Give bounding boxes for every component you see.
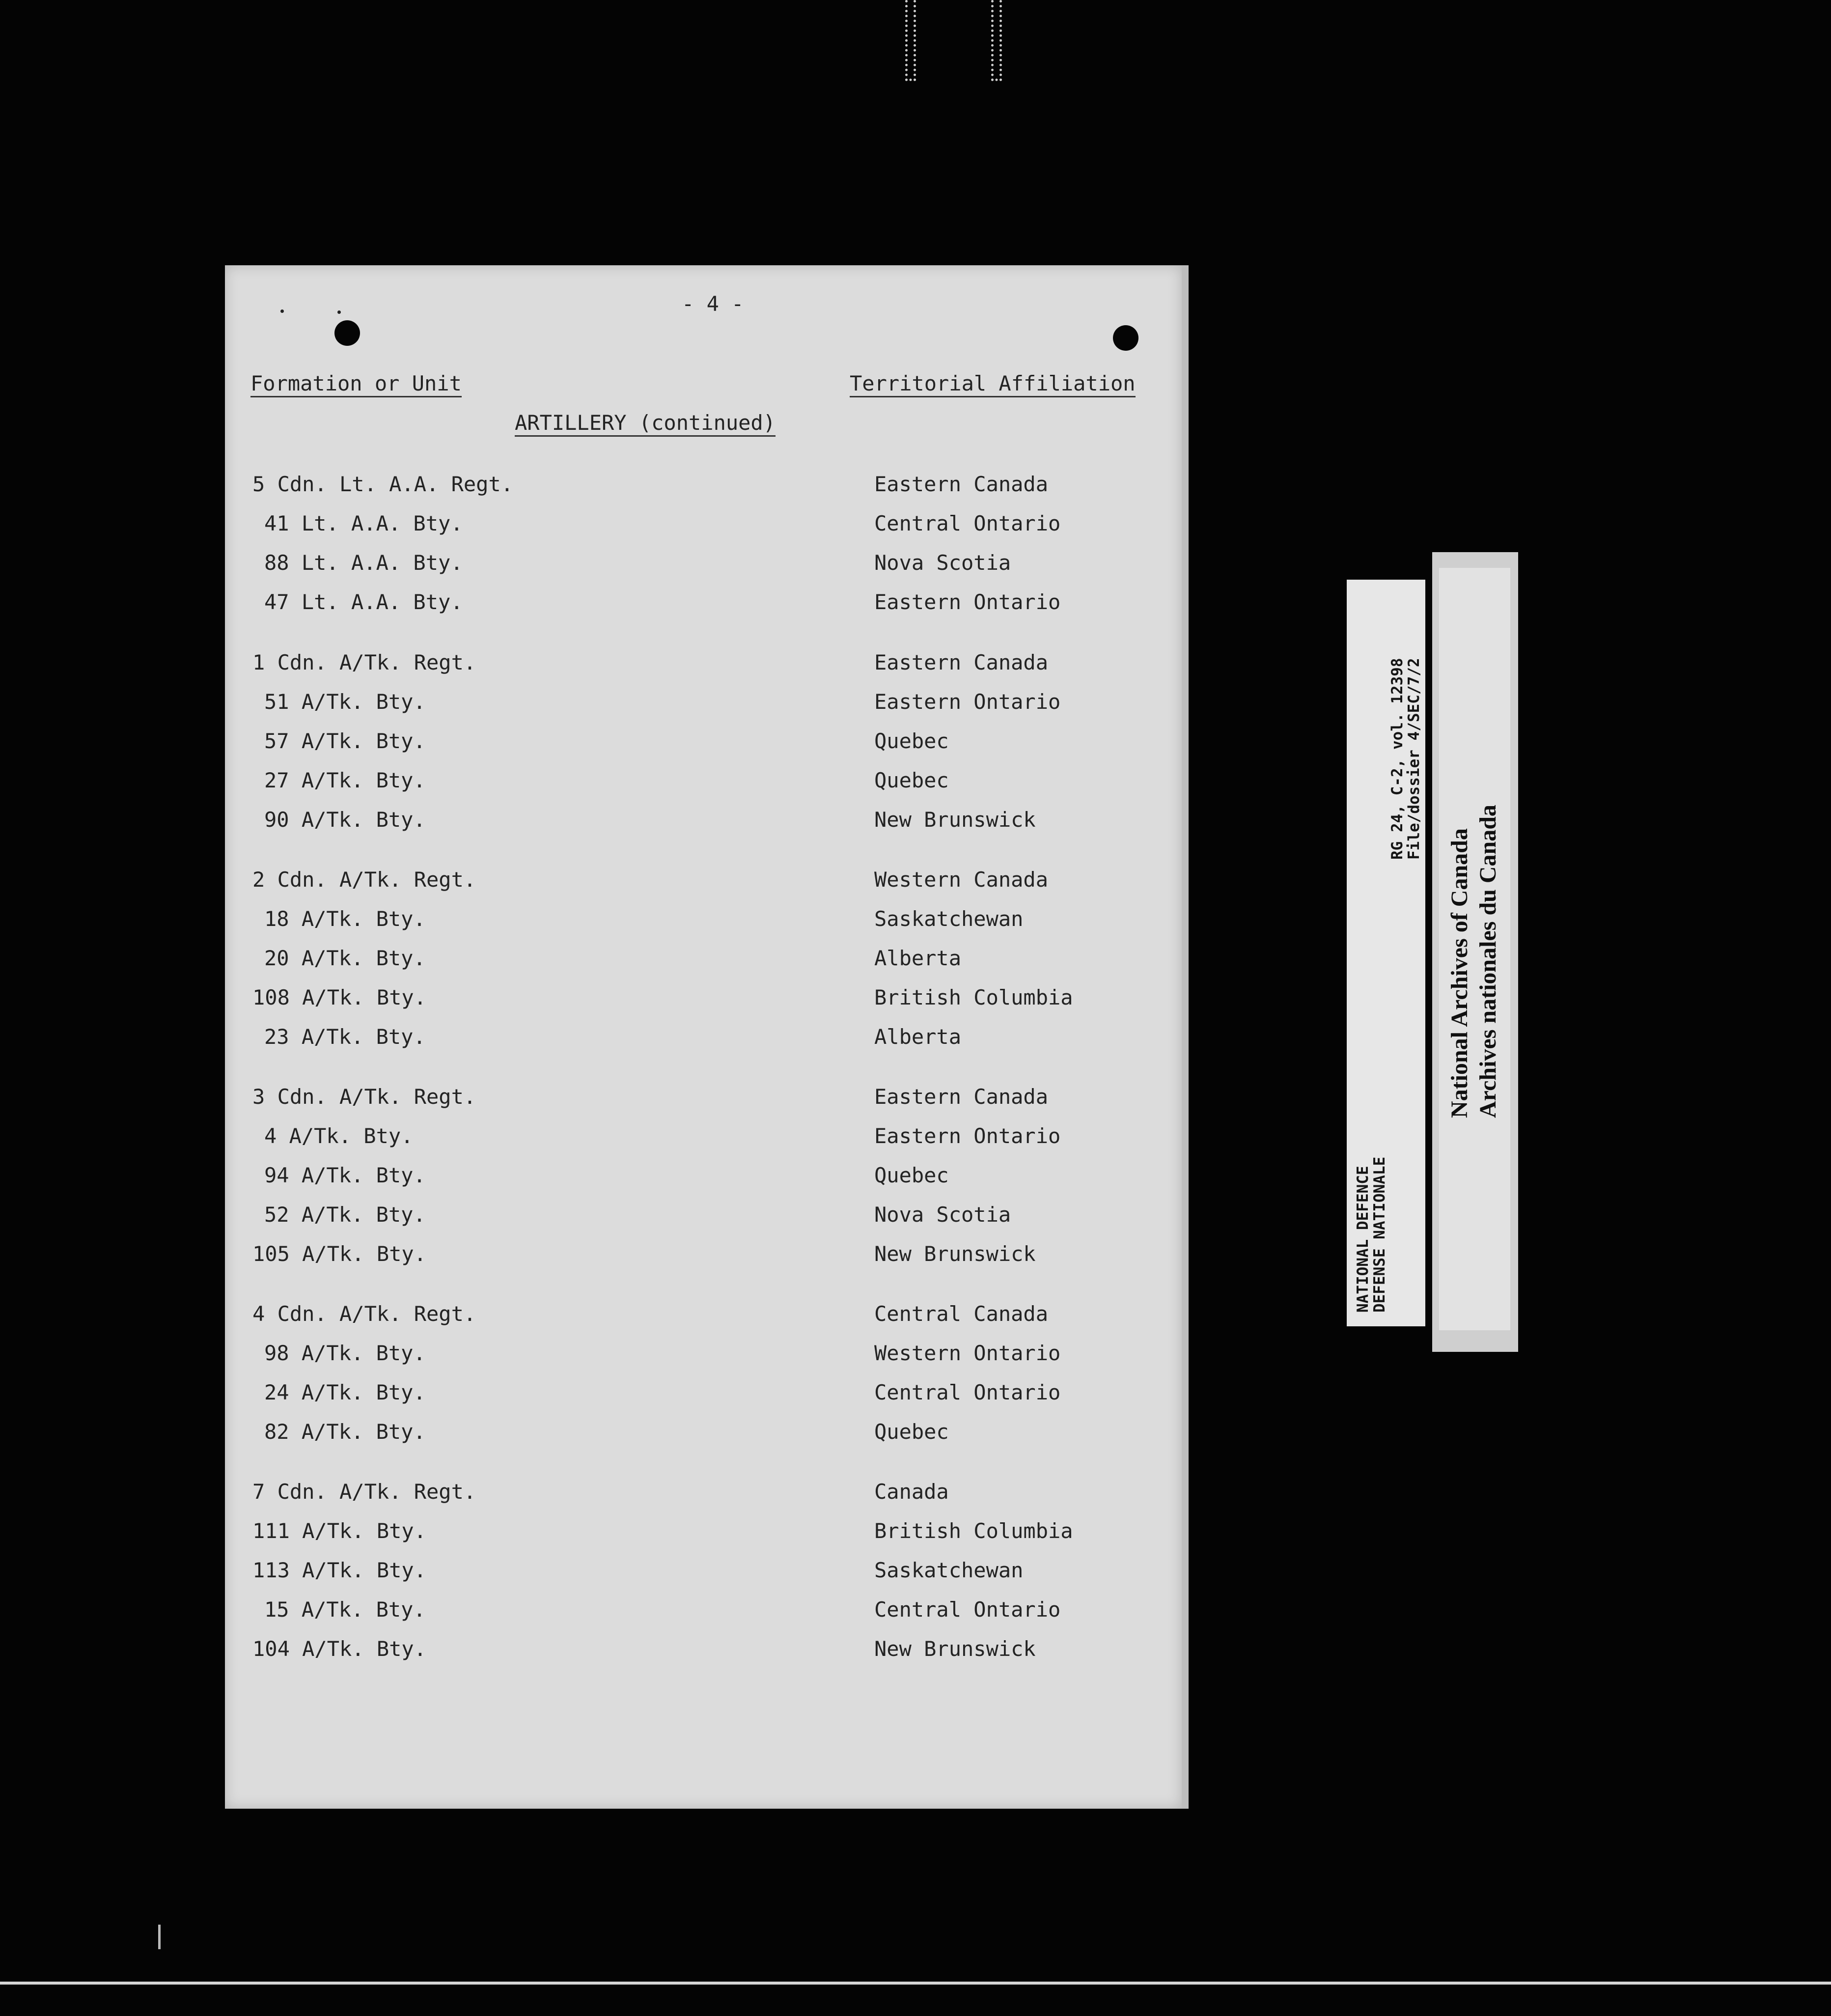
territorial-affiliation: Eastern Canada xyxy=(874,650,1049,674)
unit-name: 47 Lt. A.A. Bty. xyxy=(264,590,463,614)
department-fr: DEFENSE NATIONALE xyxy=(1371,1156,1388,1313)
film-edge-line xyxy=(0,1982,1831,1985)
unit-name: 4 Cdn. A/Tk. Regt. xyxy=(252,1302,476,1326)
territorial-affiliation: Eastern Ontario xyxy=(874,690,1061,714)
archive-name-en: National Archives of Canada xyxy=(1446,828,1472,1118)
territorial-affiliation: Quebec xyxy=(874,1163,949,1187)
file-reference-label xyxy=(1347,580,1425,1326)
unit-name: 57 A/Tk. Bty. xyxy=(264,729,426,753)
territorial-affiliation: British Columbia xyxy=(874,985,1073,1009)
unit-name: 23 A/Tk. Bty. xyxy=(264,1025,426,1049)
archive-stamp-face xyxy=(1439,568,1510,1330)
unit-name: 5 Cdn. Lt. A.A. Regt. xyxy=(252,472,514,496)
unit-name: 94 A/Tk. Bty. xyxy=(264,1163,426,1187)
document-page xyxy=(225,265,1182,1809)
unit-name: 82 A/Tk. Bty. xyxy=(264,1420,426,1444)
territorial-affiliation: Quebec xyxy=(874,1420,949,1444)
unit-name: 105 A/Tk. Bty. xyxy=(252,1242,427,1266)
punch-hole-left xyxy=(334,320,360,346)
unit-name: 108 A/Tk. Bty. xyxy=(252,985,427,1009)
unit-name: 18 A/Tk. Bty. xyxy=(264,907,426,931)
territorial-affiliation: Eastern Canada xyxy=(874,1085,1049,1109)
department-en: NATIONAL DEFENCE xyxy=(1354,1166,1372,1313)
unit-name: 88 Lt. A.A. Bty. xyxy=(264,551,463,575)
column-header-formation: Formation or Unit xyxy=(250,373,462,397)
unit-name: 113 A/Tk. Bty. xyxy=(252,1558,427,1582)
territorial-affiliation: Central Canada xyxy=(874,1302,1049,1326)
territorial-affiliation: Nova Scotia xyxy=(874,1203,1011,1227)
unit-name: 90 A/Tk. Bty. xyxy=(264,808,426,832)
unit-name: 41 Lt. A.A. Bty. xyxy=(264,511,463,535)
page-number: - 4 - xyxy=(682,292,744,316)
territorial-affiliation: Eastern Ontario xyxy=(874,1124,1061,1148)
territorial-affiliation: New Brunswick xyxy=(874,808,1036,832)
territorial-affiliation: New Brunswick xyxy=(874,1242,1036,1266)
punch-hole-right xyxy=(1113,325,1138,351)
archive-stamp-strip xyxy=(1432,552,1518,1352)
unit-name: 7 Cdn. A/Tk. Regt. xyxy=(252,1480,476,1504)
dust-speck xyxy=(280,309,284,313)
file-dossier-number: File/dossier 4/SEC/7/2 xyxy=(1405,658,1423,860)
unit-name: 27 A/Tk. Bty. xyxy=(264,768,426,792)
territorial-affiliation: Central Ontario xyxy=(874,1597,1061,1622)
territorial-affiliation: Central Ontario xyxy=(874,511,1061,535)
unit-name: 52 A/Tk. Bty. xyxy=(264,1203,426,1227)
reference-number: RG 24, C-2, vol. 12398 xyxy=(1388,658,1406,860)
territorial-affiliation: Canada xyxy=(874,1480,949,1504)
territorial-affiliation: Alberta xyxy=(874,1025,962,1049)
territorial-affiliation: British Columbia xyxy=(874,1519,1073,1543)
territorial-affiliation: Western Ontario xyxy=(874,1341,1061,1365)
unit-name: 24 A/Tk. Bty. xyxy=(264,1380,426,1404)
territorial-affiliation: Eastern Ontario xyxy=(874,590,1061,614)
dust-speck xyxy=(337,310,341,314)
unit-name: 98 A/Tk. Bty. xyxy=(264,1341,426,1365)
unit-name: 51 A/Tk. Bty. xyxy=(264,690,426,714)
unit-name: 1 Cdn. A/Tk. Regt. xyxy=(252,650,476,674)
unit-name: 2 Cdn. A/Tk. Regt. xyxy=(252,868,476,892)
territorial-affiliation: Western Canada xyxy=(874,868,1049,892)
sprocket-marks-left xyxy=(905,0,916,81)
archive-name-fr: Archives nationales du Canada xyxy=(1475,805,1501,1118)
unit-name: 20 A/Tk. Bty. xyxy=(264,946,426,970)
section-title: ARTILLERY (continued) xyxy=(515,413,776,437)
column-header-territorial: Territorial Affiliation xyxy=(850,373,1136,397)
territorial-affiliation: Saskatchewan xyxy=(874,1558,1024,1582)
unit-name: 4 A/Tk. Bty. xyxy=(264,1124,414,1148)
territorial-affiliation: Nova Scotia xyxy=(874,551,1011,575)
territorial-affiliation: Quebec xyxy=(874,729,949,753)
unit-name: 15 A/Tk. Bty. xyxy=(264,1597,426,1622)
territorial-affiliation: Saskatchewan xyxy=(874,907,1024,931)
territorial-affiliation: Quebec xyxy=(874,768,949,792)
unit-name: 104 A/Tk. Bty. xyxy=(252,1637,427,1661)
territorial-affiliation: Eastern Canada xyxy=(874,472,1049,496)
territorial-affiliation: Alberta xyxy=(874,946,962,970)
unit-name: 3 Cdn. A/Tk. Regt. xyxy=(252,1085,476,1109)
territorial-affiliation: New Brunswick xyxy=(874,1637,1036,1661)
unit-name: 111 A/Tk. Bty. xyxy=(252,1519,427,1543)
territorial-affiliation: Central Ontario xyxy=(874,1380,1061,1404)
paper-edge-shadow xyxy=(1182,265,1189,1809)
film-scratch-mark xyxy=(158,1925,161,1949)
sprocket-marks-right xyxy=(991,0,1002,81)
